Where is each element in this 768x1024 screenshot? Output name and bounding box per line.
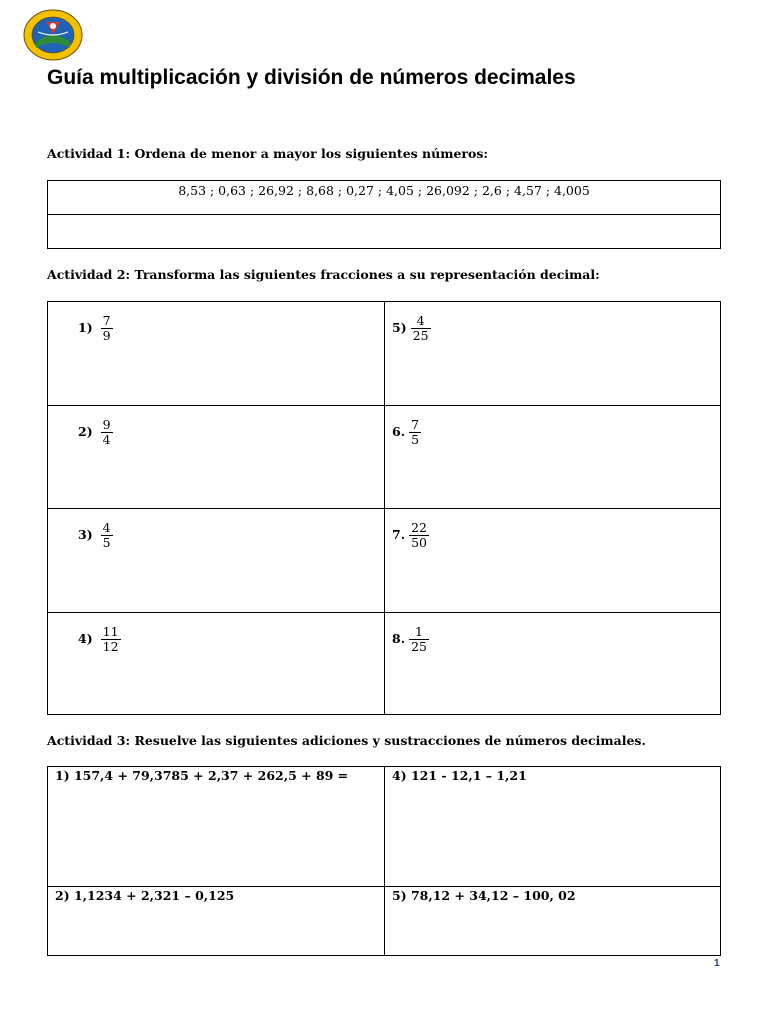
fraction-cell <box>48 302 385 406</box>
denominator: 9 <box>102 328 111 343</box>
fraction <box>101 418 113 447</box>
item-label: 8. <box>392 630 406 646</box>
fraction <box>411 314 431 343</box>
operations-table <box>47 766 721 956</box>
numerator: 7 <box>102 313 111 328</box>
fraction-item <box>78 314 113 343</box>
fraction-item <box>78 625 121 654</box>
denominator: 25 <box>412 328 429 343</box>
fraction <box>101 314 113 343</box>
activity-2-heading: Actividad 2: Transforma las siguientes fracciones a su representación decimal: <box>47 267 600 282</box>
fraction-cell <box>385 509 720 613</box>
fraction <box>101 521 113 550</box>
page-title: Guía multiplicación y división de números decimales <box>47 66 576 89</box>
fraction <box>409 625 429 654</box>
denominator: 4 <box>102 431 111 447</box>
fractions-table <box>47 301 721 715</box>
denominator: 5 <box>411 431 420 447</box>
fraction <box>101 625 121 654</box>
fraction-item <box>392 521 429 550</box>
item-label: 3) <box>78 527 93 542</box>
fraction-item <box>78 418 113 447</box>
numerator: 7 <box>411 416 420 432</box>
fraction-cell <box>48 406 385 510</box>
fraction <box>409 521 429 550</box>
item-label: 4) <box>78 630 93 646</box>
numerator: 1 <box>415 623 423 639</box>
fraction-item <box>78 521 113 550</box>
item-label: 2) <box>78 423 93 439</box>
fraction-item <box>392 625 429 654</box>
fraction-cell <box>48 613 385 715</box>
denominator: 12 <box>102 638 119 654</box>
operation-cell: 5) 78,12 + 34,12 – 100, 02 <box>392 888 576 903</box>
operation-cell: 1) 157,4 + 79,3785 + 2,37 + 262,5 + 89 = <box>48 767 385 887</box>
item-label: 7. <box>392 527 406 542</box>
activity-1-table <box>47 180 721 249</box>
numerator: 9 <box>102 416 111 432</box>
page-number: 1 <box>714 958 720 969</box>
fraction-cell <box>385 613 720 715</box>
fraction-item <box>392 314 431 343</box>
numerator: 4 <box>102 520 111 535</box>
item-label: 1) <box>78 320 93 335</box>
fraction-cell <box>48 509 385 613</box>
numerator: 22 <box>411 520 427 535</box>
fraction-cell <box>385 406 720 510</box>
fraction-cell <box>385 302 720 406</box>
denominator: 5 <box>102 535 111 550</box>
operation-cell: 4) 121 - 12,1 – 1,21 <box>385 767 720 887</box>
denominator: 50 <box>411 535 427 550</box>
fraction-item <box>392 418 421 447</box>
item-label: 5) <box>392 320 407 335</box>
item-label: 6. <box>392 423 406 439</box>
denominator: 25 <box>411 638 427 654</box>
activity-3-heading: Actividad 3: Resuelve las siguientes adiciones y sustracciones de números decimales. <box>47 733 646 748</box>
numerator: 4 <box>416 313 425 328</box>
fraction <box>409 418 421 447</box>
operation-cell: 2) 1,1234 + 2,321 – 0,125 <box>48 887 385 955</box>
answer-row <box>48 215 720 248</box>
school-logo <box>22 8 84 62</box>
numerator: 11 <box>102 623 119 639</box>
activity-1-heading: Actividad 1: Ordena de menor a mayor los siguientes números: <box>47 146 488 161</box>
numbers-list: 8,53 ; 0,63 ; 26,92 ; 8,68 ; 0,27 ; 4,05 ; 26,092 ; 2,6 ; 4,57 ; 4,005 <box>48 181 720 215</box>
